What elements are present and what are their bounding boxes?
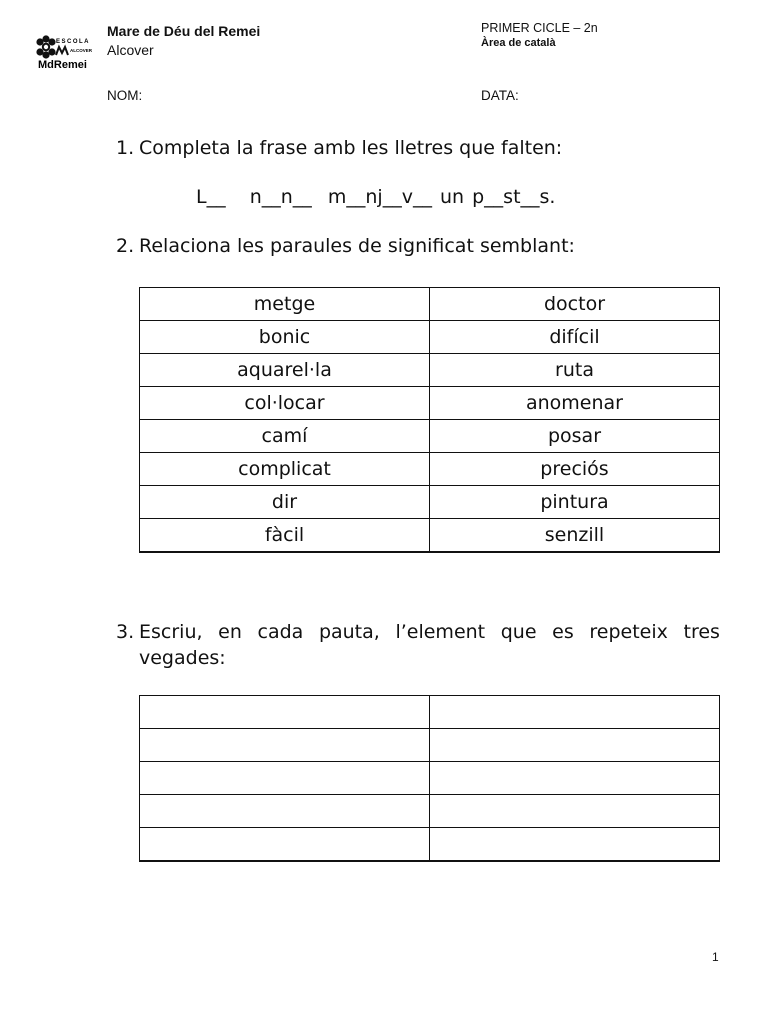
right-column-cell: anomenar (430, 387, 720, 420)
logo-text-town: ALCOVER (70, 48, 93, 53)
school-name: Mare de Déu del Remei (107, 23, 261, 39)
right-column-cell: senzill (430, 519, 720, 553)
left-column-cell[interactable] (140, 828, 430, 862)
logo-text-mdremei: MdRemei (38, 59, 87, 71)
left-column-cell: metge (140, 288, 430, 321)
left-column-cell: bonic (140, 321, 430, 354)
right-column-cell[interactable] (430, 729, 720, 762)
exercise-3-instruction-line2: vegades: (139, 647, 226, 669)
table-row (140, 828, 720, 862)
table-row (140, 387, 720, 420)
table-row (140, 486, 720, 519)
exercise-1-instruction: Completa la frase amb les lletres que falten: (139, 137, 563, 159)
exercise-3-heading (116, 619, 720, 669)
instruction-word: cada (257, 621, 304, 643)
instruction-word: tres (683, 621, 720, 643)
right-column-cell: difícil (430, 321, 720, 354)
right-column-cell[interactable] (430, 795, 720, 828)
name-label: NOM: (107, 88, 143, 103)
left-column-cell[interactable] (140, 795, 430, 828)
instruction-word: l’element (395, 621, 486, 643)
pattern-answer-table (139, 695, 720, 862)
school-logo (34, 34, 106, 72)
instruction-word: Escriu, (139, 621, 203, 643)
right-column-cell: ruta (430, 354, 720, 387)
table-row (140, 354, 720, 387)
table-row (140, 453, 720, 486)
instruction-word: es (552, 621, 574, 643)
table-row (140, 519, 720, 553)
left-column-cell[interactable] (140, 696, 430, 729)
word-matching-table (139, 287, 720, 553)
page-number: 1 (712, 950, 719, 964)
left-column-cell: complicat (140, 453, 430, 486)
left-column-cell[interactable] (140, 729, 430, 762)
left-column-cell: dir (140, 486, 430, 519)
exercise-3-instruction-line1 (139, 619, 720, 645)
logo-text-escola: ESCOLA (56, 39, 91, 45)
exercise-2-heading (116, 233, 575, 259)
table-row (140, 696, 720, 729)
subject-area: Àrea de català (481, 37, 556, 49)
right-column-cell: posar (430, 420, 720, 453)
left-column-cell[interactable] (140, 762, 430, 795)
right-column-cell[interactable] (430, 696, 720, 729)
right-column-cell[interactable] (430, 762, 720, 795)
exercise-number: 2. (116, 235, 135, 257)
table-row (140, 795, 720, 828)
table-row (140, 729, 720, 762)
table-row (140, 321, 720, 354)
right-column-cell: doctor (430, 288, 720, 321)
right-column-cell: pintura (430, 486, 720, 519)
instruction-word: repeteix (589, 621, 668, 643)
table-row (140, 420, 720, 453)
left-column-cell: aquarel·la (140, 354, 430, 387)
left-column-cell: col·locar (140, 387, 430, 420)
instruction-word: en (218, 621, 242, 643)
right-column-cell[interactable] (430, 828, 720, 862)
exercise-1-heading (116, 135, 562, 161)
fill-in-sentence: L__ n__n__ m__nj__v__ un p__st__s. (196, 186, 556, 208)
instruction-word: pauta, (318, 621, 380, 643)
date-label: DATA: (481, 88, 519, 103)
exercise-number: 3. (116, 621, 135, 643)
school-town: Alcover (107, 42, 154, 58)
exercise-2-instruction: Relaciona les paraules de significat semblant: (139, 235, 575, 257)
course-cycle: PRIMER CICLE – 2n (481, 21, 598, 35)
table-row (140, 762, 720, 795)
left-column-cell: fàcil (140, 519, 430, 553)
instruction-word: que (500, 621, 537, 643)
right-column-cell: preciós (430, 453, 720, 486)
exercise-number: 1. (116, 137, 135, 159)
table-row (140, 288, 720, 321)
left-column-cell: camí (140, 420, 430, 453)
